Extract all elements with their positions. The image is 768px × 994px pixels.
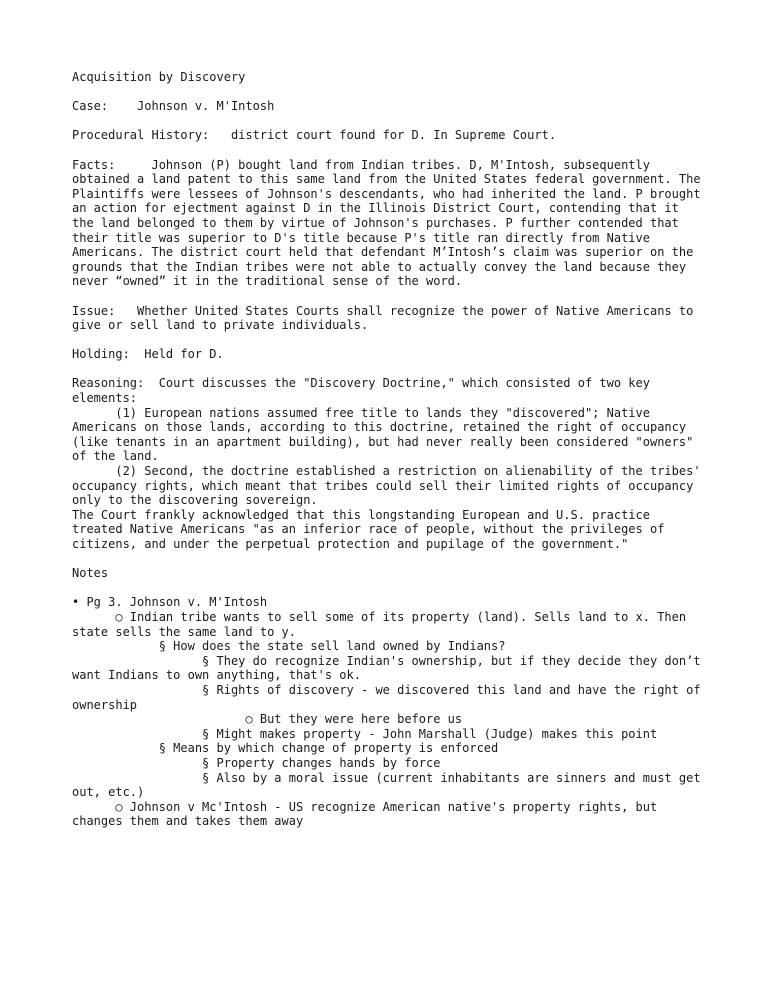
notes-item: § Might makes property - John Marshall (Judge) makes this point <box>72 726 658 741</box>
holding-paragraph: Holding: Held for D. <box>72 347 224 362</box>
notes-item: § Property changes hands by force <box>72 755 441 770</box>
notes-item: ○ Johnson v Mc'Intosh - US recognize American native's property rights, but changes them and takes them away <box>72 799 665 829</box>
procedural-history: Procedural History: district court found for D. In Supreme Court. <box>72 128 557 143</box>
issue-paragraph: Issue: Whether United States Courts shall recognize the power of Native Americans to give or sell land to private individuals. <box>72 303 701 333</box>
reasoning-point-2: (2) Second, the doctrine established a restriction on alienability of the tribes' occupancy rights, which meant that tribes could sell their limited rights of occupancy only to the discovering sovereign. <box>72 464 708 508</box>
notes-item: ○ Indian tribe wants to sell some of its property (land). Sells land to x. Then state sells the same land to y. <box>72 609 694 639</box>
document-title: Acquisition by Discovery <box>72 70 246 84</box>
reasoning-point-1: (1) European nations assumed free title to lands they "discovered"; Native Americans on those lands, according to this doctrine, retained the right of occupancy (like tenants in an apartment building), but had never really been considered "owners" of the land. <box>72 405 701 464</box>
notes-item: § They do recognize Indian's ownership, but if they decide they don’t want Indians to own anything, that's ok. <box>72 653 708 683</box>
case-line: Case: Johnson v. M'Intosh <box>72 99 275 114</box>
notes-item: § Rights of discovery - we discovered this land and have the right of ownership <box>72 682 708 712</box>
notes-item: § Means by which change of property is enforced <box>72 741 499 756</box>
notes-item: • Pg 3. Johnson v. M'Intosh <box>72 595 268 610</box>
reasoning-conclusion: The Court frankly acknowledged that this longstanding European and U.S. practice treated Native Americans "as an inferior race of people, without the privileges of citizens, and under the perpetual protection and pupilage of the government." <box>72 507 672 551</box>
notes-item: § How does the state sell land owned by Indians? <box>72 639 506 654</box>
reasoning-intro: Reasoning: Court discusses the "Discovery Doctrine," which consisted of two key elements: <box>72 376 658 406</box>
notes-item: § Also by a moral issue (current inhabitants are sinners and must get out, etc.) <box>72 770 708 800</box>
document-page <box>72 70 708 829</box>
facts-paragraph: Facts: Johnson (P) bought land from Indian tribes. D, M'Intosh, subsequently obtained a land patent to this same land from the United States federal government. The Plaintiffs were lessees of Johnson's descendants, who had inherited the land. P brought an action for ejectment against D in the Illinois District Court, contending that it the land belonged to them by virtue of Johnson's purchases. P further contended that their title was superior to D's title because P's title ran directly from Native Americans. The district court held that defendant M’Intosh’s claim was superior on the grounds that the Indian tribes were not able to actually convey the land because they never “owned” it in the traditional sense of the word. <box>72 157 708 289</box>
notes-heading: Notes <box>72 566 109 581</box>
notes-item: ○ But they were here before us <box>72 712 463 727</box>
